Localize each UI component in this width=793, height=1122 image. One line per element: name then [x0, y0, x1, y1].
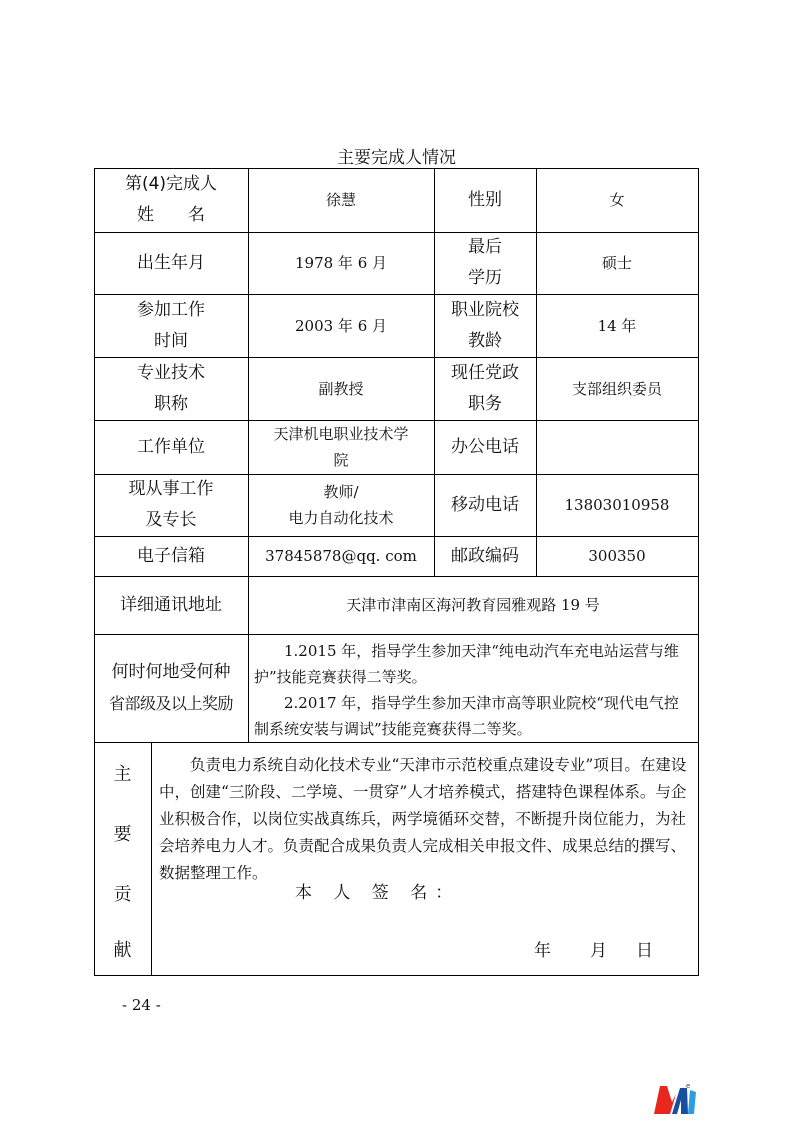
teaching-years-label: 职业院校 教龄	[451, 299, 519, 351]
office-phone-label: 办公电话	[451, 436, 519, 457]
page-number: - 24 -	[122, 996, 161, 1014]
address-label: 详细通讯地址	[120, 594, 222, 615]
contrib-label-char: 贡	[113, 884, 132, 905]
teaching-years-value: 14 年	[597, 316, 637, 335]
signature-label: 本 人 签 名：	[295, 883, 461, 903]
job-label: 现从事工作 及专长	[128, 479, 214, 530]
address-value: 天津市津南区海河教育园雅观路 19 号	[346, 596, 600, 614]
party-post-label: 现任党政 职务	[451, 362, 519, 414]
contrib-label-char: 主	[113, 764, 132, 785]
mobile-label: 移动电话	[451, 494, 519, 515]
info-table	[94, 168, 699, 976]
work-start-value: 2003 年 6 月	[294, 316, 388, 335]
date-day: 日	[636, 941, 653, 961]
mobile-value: 13803010958	[564, 496, 670, 514]
page-title: 主要完成人情况	[337, 148, 456, 168]
birth-label: 出生年月	[137, 252, 205, 273]
email-value: 37845878@qq. com	[265, 547, 417, 565]
birth-value: 1978 年 6 月	[294, 254, 388, 272]
unit-label: 工作单位	[137, 436, 205, 457]
education-label: 最后 学历	[468, 237, 502, 288]
zip-value: 300350	[588, 547, 646, 565]
prof-title-label: 专业技术 职称	[137, 362, 205, 414]
gender-label: 性别	[468, 189, 502, 210]
awards-label: 何时何地受何种 省部级及以上奖励	[108, 662, 233, 713]
award-item: 2.2017 年，指导学生参加天津市高等职业院校“现代电气控制系统安装与调试”技能竞赛获得二等奖。	[254, 694, 679, 738]
unit-value: 天津机电职业技术学 院	[273, 425, 409, 469]
gender-value: 女	[609, 191, 625, 209]
contrib-label-char: 要	[113, 824, 132, 845]
award-item: 1.2015 年，指导学生参加天津“纯电动汽车充电站运营与维护”技能竞赛获得二等奖。	[254, 642, 679, 686]
job-value: 教师/ 电力自动化技术	[288, 483, 394, 527]
svg-text:e: e	[686, 1082, 691, 1090]
zip-label: 邮政编码	[451, 545, 519, 566]
email-label: 电子信箱	[137, 545, 205, 566]
date-month: 月	[590, 941, 607, 961]
contribution-text: 负责电力系统自动化技术专业“天津市示范校重点建设专业”项目。在建设中，创建“三阶段、二学境、一贯穿”人才培养模式，搭建特色课程体系。与企业积极合作，以岗位实战真练兵，两学境循环交替，不断提升岗位能力，为社会培养电力人才。负责配合成果负责人完成相关申报文件、成果总结的撰写、数据整理工作。	[159, 756, 687, 882]
party-post-value: 支部组织委员	[571, 379, 662, 398]
awards-value	[248, 634, 698, 742]
prof-title-value: 副教授	[318, 379, 364, 398]
name-value: 徐慧	[325, 191, 356, 209]
date-year: 年	[534, 941, 551, 961]
name-label: 第(4)完成人 姓 名	[124, 174, 218, 225]
office-phone-value	[536, 420, 698, 474]
contrib-label-char: 献	[113, 940, 132, 961]
education-value: 硕士	[601, 254, 632, 272]
work-start-label: 参加工作 时间	[137, 299, 205, 351]
logo	[650, 1080, 698, 1116]
